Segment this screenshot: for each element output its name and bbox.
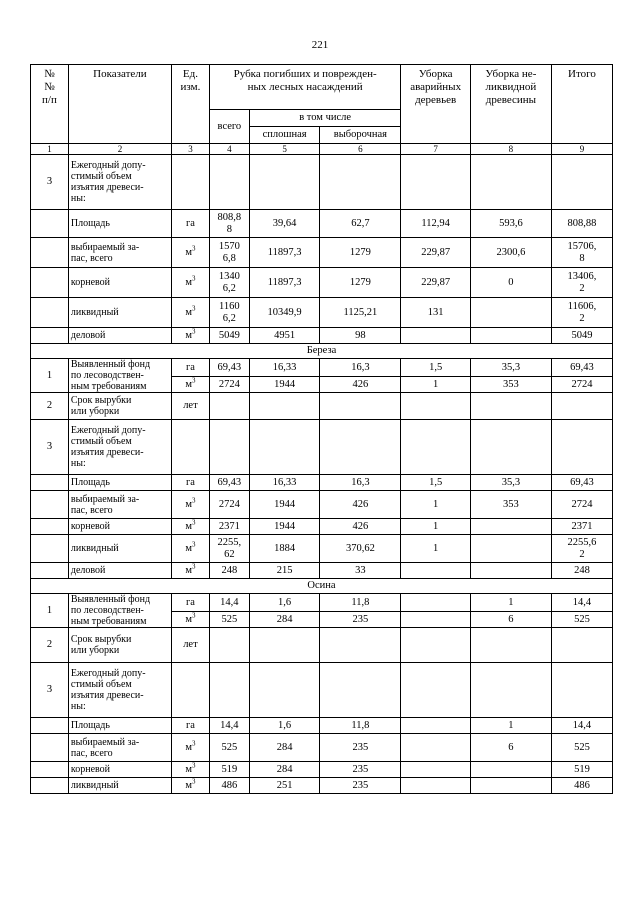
empty-cell <box>470 155 551 210</box>
value-cell: 2371 <box>209 519 249 535</box>
colnum: 2 <box>68 144 171 155</box>
section-title: Осина <box>31 579 613 594</box>
value-cell: 39,64 <box>249 210 320 238</box>
row-label: Ежегодный допу- стимый объем изъятия древеси- ны: <box>68 663 171 718</box>
value-cell: 2724 <box>209 491 249 519</box>
value-cell: 1,6 <box>249 718 320 734</box>
value-cell: 16,3 <box>320 359 401 377</box>
value-cell: 235 <box>320 612 401 628</box>
value-cell <box>401 734 470 762</box>
value-cell: 6 <box>470 734 551 762</box>
value-cell: 1 <box>401 377 470 393</box>
empty-cell <box>551 663 612 718</box>
unit-cell <box>172 762 210 778</box>
value-cell: 229,87 <box>401 268 470 298</box>
value-cell: 1279 <box>320 268 401 298</box>
value-cell <box>401 778 470 794</box>
value-cell <box>401 762 470 778</box>
value-cell: 10349,9 <box>249 298 320 328</box>
value-cell: 1 <box>401 491 470 519</box>
row-number <box>31 762 69 778</box>
row-number <box>31 535 69 563</box>
value-cell: 426 <box>320 377 401 393</box>
value-cell: 131 <box>401 298 470 328</box>
value-cell <box>401 594 470 612</box>
unit-cell <box>172 535 210 563</box>
unit-text: м <box>185 542 193 554</box>
value-cell: 14,4 <box>551 594 612 612</box>
row-number <box>31 210 69 238</box>
colnum: 3 <box>172 144 210 155</box>
row-label: Выявленный фонд по лесоводствен- ным требованиям <box>68 594 171 628</box>
row-label: Площадь <box>68 475 171 491</box>
row-number: 1 <box>31 594 69 628</box>
row-label: Ежегодный допу- стимый объем изъятия древеси- ны: <box>68 155 171 210</box>
value-cell: 69,43 <box>551 475 612 491</box>
unit-cell <box>172 210 210 238</box>
value-cell: 2724 <box>551 491 612 519</box>
unit-text: га <box>185 476 195 488</box>
unit-text: м <box>185 741 193 753</box>
data-row <box>31 762 613 778</box>
row-number <box>31 778 69 794</box>
empty-cell <box>249 393 320 420</box>
empty-cell <box>551 393 612 420</box>
unit-cell: лет <box>172 628 210 663</box>
row-number <box>31 563 69 579</box>
row-number <box>31 491 69 519</box>
value-cell <box>470 563 551 579</box>
value-cell: 1944 <box>249 491 320 519</box>
empty-cell <box>320 663 401 718</box>
unit-text: га <box>185 719 195 731</box>
header-emergency: Уборка аварийных деревьев <box>401 65 470 144</box>
empty-cell <box>320 393 401 420</box>
value-cell: 98 <box>320 328 401 344</box>
row-label: корневой <box>68 519 171 535</box>
value-cell: 11,8 <box>320 594 401 612</box>
unit-text: м <box>185 498 193 510</box>
cubic-superscript: 3 <box>192 540 196 548</box>
value-cell: 14,4 <box>551 718 612 734</box>
unit-text: м <box>185 276 193 288</box>
value-cell <box>470 328 551 344</box>
header-unit: Ед. изм. <box>172 65 210 144</box>
value-cell: 1279 <box>320 238 401 268</box>
allowance-header-row <box>31 420 613 475</box>
row-number <box>31 718 69 734</box>
value-cell: 15706, 8 <box>551 238 612 268</box>
value-cell: 1,6 <box>249 594 320 612</box>
fund-row <box>31 594 613 612</box>
allowance-header-row <box>31 155 613 210</box>
value-cell: 1 <box>401 519 470 535</box>
value-cell <box>401 612 470 628</box>
value-cell: 14,4 <box>209 594 249 612</box>
value-cell: 4951 <box>249 328 320 344</box>
value-cell: 1570 6,8 <box>209 238 249 268</box>
value-cell: 35,3 <box>470 359 551 377</box>
value-cell: 235 <box>320 762 401 778</box>
forest-cutting-table <box>30 64 613 794</box>
unit-cell <box>172 612 210 628</box>
data-row <box>31 268 613 298</box>
value-cell: 486 <box>551 778 612 794</box>
row-number: 3 <box>31 663 69 718</box>
empty-cell <box>249 663 320 718</box>
row-label: ликвидный <box>68 535 171 563</box>
empty-cell <box>320 420 401 475</box>
empty-cell <box>551 155 612 210</box>
empty-cell <box>401 420 470 475</box>
unit-cell <box>172 734 210 762</box>
page-number: 221 <box>311 39 329 51</box>
value-cell <box>401 718 470 734</box>
value-cell: 248 <box>209 563 249 579</box>
colnum: 4 <box>209 144 249 155</box>
value-cell: 426 <box>320 491 401 519</box>
value-cell: 519 <box>209 762 249 778</box>
row-label: корневой <box>68 268 171 298</box>
row-label: Площадь <box>68 210 171 238</box>
cubic-superscript: 3 <box>192 496 196 504</box>
value-cell: 248 <box>551 563 612 579</box>
value-cell: 215 <box>249 563 320 579</box>
empty-cell <box>470 663 551 718</box>
data-row <box>31 535 613 563</box>
value-cell: 11897,3 <box>249 238 320 268</box>
unit-cell <box>172 268 210 298</box>
value-cell: 2300,6 <box>470 238 551 268</box>
value-cell: 284 <box>249 734 320 762</box>
value-cell: 2371 <box>551 519 612 535</box>
value-cell: 5049 <box>209 328 249 344</box>
row-number <box>31 298 69 328</box>
header-itogo: Итого <box>551 65 612 144</box>
value-cell: 5049 <box>551 328 612 344</box>
data-row <box>31 328 613 344</box>
data-row <box>31 298 613 328</box>
row-label: Срок вырубки или уборки <box>68 628 171 663</box>
unit-cell <box>172 298 210 328</box>
allowance-header-row <box>31 663 613 718</box>
value-cell: 1160 6,2 <box>209 298 249 328</box>
section-title-row <box>31 579 613 594</box>
unit-cell <box>172 359 210 377</box>
unit-cell <box>172 519 210 535</box>
value-cell: 69,43 <box>551 359 612 377</box>
unit-text: м <box>185 520 193 532</box>
row-number: 2 <box>31 393 69 420</box>
unit-cell: лет <box>172 393 210 420</box>
value-cell: 69,43 <box>209 359 249 377</box>
unit-cell <box>172 563 210 579</box>
unit-cell <box>172 491 210 519</box>
empty-cell <box>249 155 320 210</box>
empty-cell <box>320 155 401 210</box>
unit-text: га <box>185 217 195 229</box>
header-indicators: Показатели <box>68 65 171 144</box>
row-number: 3 <box>31 155 69 210</box>
row-number <box>31 519 69 535</box>
header-row <box>31 65 613 110</box>
header-total-sub: всего <box>209 110 249 144</box>
unit-text: м <box>185 246 193 258</box>
row-number: 1 <box>31 359 69 393</box>
value-cell: 16,3 <box>320 475 401 491</box>
empty-cell <box>551 628 612 663</box>
value-cell: 14,4 <box>209 718 249 734</box>
unit-cell <box>172 778 210 794</box>
header-solid: сплошная <box>249 127 320 144</box>
empty-cell <box>401 628 470 663</box>
colnum: 9 <box>551 144 612 155</box>
empty-cell <box>401 155 470 210</box>
empty-cell <box>470 420 551 475</box>
value-cell <box>401 328 470 344</box>
empty-cell <box>209 663 249 718</box>
value-cell: 251 <box>249 778 320 794</box>
empty-cell <box>320 628 401 663</box>
colnum: 6 <box>320 144 401 155</box>
value-cell: 11606, 2 <box>551 298 612 328</box>
data-row <box>31 563 613 579</box>
value-cell <box>401 563 470 579</box>
data-row <box>31 734 613 762</box>
data-row <box>31 238 613 268</box>
value-cell: 353 <box>470 377 551 393</box>
unit-cell <box>172 475 210 491</box>
cubic-superscript: 3 <box>192 327 196 335</box>
row-label: Ежегодный допу- стимый объем изъятия древеси- ны: <box>68 420 171 475</box>
row-label: Срок вырубки или уборки <box>68 393 171 420</box>
value-cell: 1944 <box>249 377 320 393</box>
data-row <box>31 491 613 519</box>
empty-cell <box>249 628 320 663</box>
cubic-superscript: 3 <box>192 761 196 769</box>
value-cell: 1 <box>470 718 551 734</box>
unit-text: м <box>185 613 193 625</box>
unit-cell <box>172 328 210 344</box>
value-cell <box>470 535 551 563</box>
cubic-superscript: 3 <box>192 376 196 384</box>
value-cell: 486 <box>209 778 249 794</box>
header-selective: выборочная <box>320 127 401 144</box>
row-number <box>31 268 69 298</box>
value-cell <box>470 519 551 535</box>
row-label: выбираемый за- пас, всего <box>68 238 171 268</box>
header-nonliquid: Уборка не- ликвидной древесины <box>470 65 551 144</box>
term-row <box>31 393 613 420</box>
row-number <box>31 238 69 268</box>
value-cell: 1 <box>401 535 470 563</box>
data-row <box>31 519 613 535</box>
value-cell: 284 <box>249 612 320 628</box>
colnum: 7 <box>401 144 470 155</box>
fund-row <box>31 359 613 377</box>
value-cell: 426 <box>320 519 401 535</box>
unit-text: м <box>185 306 193 318</box>
row-label: Площадь <box>68 718 171 734</box>
colnum: 8 <box>470 144 551 155</box>
row-label: ликвидный <box>68 778 171 794</box>
row-label: Выявленный фонд по лесоводствен- ным требованиям <box>68 359 171 393</box>
value-cell: 2724 <box>551 377 612 393</box>
value-cell: 525 <box>209 612 249 628</box>
empty-cell <box>172 663 210 718</box>
cubic-superscript: 3 <box>192 244 196 252</box>
header-num: № № п/п <box>31 65 69 144</box>
value-cell: 525 <box>551 734 612 762</box>
section-title: Береза <box>31 344 613 359</box>
colnum: 1 <box>31 144 69 155</box>
value-cell: 16,33 <box>249 475 320 491</box>
value-cell: 62,7 <box>320 210 401 238</box>
data-row <box>31 475 613 491</box>
empty-cell <box>209 393 249 420</box>
value-cell: 235 <box>320 778 401 794</box>
value-cell: 69,43 <box>209 475 249 491</box>
unit-text: м <box>185 329 193 341</box>
empty-cell <box>209 155 249 210</box>
value-cell: 519 <box>551 762 612 778</box>
value-cell <box>470 778 551 794</box>
row-label: ликвидный <box>68 298 171 328</box>
cubic-superscript: 3 <box>192 518 196 526</box>
unit-cell <box>172 594 210 612</box>
value-cell: 525 <box>209 734 249 762</box>
row-number <box>31 328 69 344</box>
empty-cell <box>401 393 470 420</box>
value-cell: 284 <box>249 762 320 778</box>
value-cell: 112,94 <box>401 210 470 238</box>
empty-cell <box>172 155 210 210</box>
data-row <box>31 210 613 238</box>
value-cell: 525 <box>551 612 612 628</box>
unit-cell <box>172 718 210 734</box>
value-cell: 808,88 <box>551 210 612 238</box>
value-cell: 1340 6,2 <box>209 268 249 298</box>
value-cell: 2724 <box>209 377 249 393</box>
value-cell: 13406, 2 <box>551 268 612 298</box>
unit-text: м <box>185 378 193 390</box>
header-including: в том числе <box>249 110 401 127</box>
header-cutting: Рубка погибших и поврежден- ных лесных насаждений <box>209 65 401 110</box>
cubic-superscript: 3 <box>192 777 196 785</box>
row-label: выбираемый за- пас, всего <box>68 491 171 519</box>
value-cell: 11897,3 <box>249 268 320 298</box>
data-row <box>31 718 613 734</box>
cubic-superscript: 3 <box>192 304 196 312</box>
row-number <box>31 475 69 491</box>
value-cell: 1,5 <box>401 475 470 491</box>
row-label: корневой <box>68 762 171 778</box>
row-label: деловой <box>68 563 171 579</box>
empty-cell <box>249 420 320 475</box>
value-cell: 35,3 <box>470 475 551 491</box>
value-cell <box>470 762 551 778</box>
value-cell: 6 <box>470 612 551 628</box>
row-number <box>31 734 69 762</box>
colnum: 5 <box>249 144 320 155</box>
value-cell <box>470 298 551 328</box>
row-number: 2 <box>31 628 69 663</box>
unit-text: м <box>185 564 193 576</box>
value-cell: 1 <box>470 594 551 612</box>
value-cell: 2255, 62 <box>209 535 249 563</box>
cubic-superscript: 3 <box>192 562 196 570</box>
empty-cell <box>401 663 470 718</box>
value-cell: 370,62 <box>320 535 401 563</box>
row-number: 3 <box>31 420 69 475</box>
section-title-row <box>31 344 613 359</box>
empty-cell <box>470 393 551 420</box>
empty-cell <box>209 420 249 475</box>
empty-cell <box>172 420 210 475</box>
table-body <box>31 65 613 794</box>
cubic-superscript: 3 <box>192 611 196 619</box>
cubic-superscript: 3 <box>192 739 196 747</box>
value-cell: 16,33 <box>249 359 320 377</box>
value-cell: 353 <box>470 491 551 519</box>
unit-text: га <box>185 596 195 608</box>
unit-text: м <box>185 763 193 775</box>
cubic-superscript: 3 <box>192 274 196 282</box>
value-cell: 1884 <box>249 535 320 563</box>
empty-cell <box>470 628 551 663</box>
unit-text: га <box>185 361 195 373</box>
value-cell: 11,8 <box>320 718 401 734</box>
value-cell: 808,8 8 <box>209 210 249 238</box>
value-cell: 235 <box>320 734 401 762</box>
unit-cell <box>172 238 210 268</box>
term-row <box>31 628 613 663</box>
value-cell: 1125,21 <box>320 298 401 328</box>
value-cell: 33 <box>320 563 401 579</box>
unit-cell <box>172 377 210 393</box>
column-number-row <box>31 144 613 155</box>
value-cell: 229,87 <box>401 238 470 268</box>
empty-cell <box>551 420 612 475</box>
value-cell: 1,5 <box>401 359 470 377</box>
row-label: выбираемый за- пас, всего <box>68 734 171 762</box>
data-row <box>31 778 613 794</box>
value-cell: 0 <box>470 268 551 298</box>
value-cell: 1944 <box>249 519 320 535</box>
row-label: деловой <box>68 328 171 344</box>
value-cell: 2255,6 2 <box>551 535 612 563</box>
unit-text: м <box>185 779 193 791</box>
value-cell: 593,6 <box>470 210 551 238</box>
empty-cell <box>209 628 249 663</box>
